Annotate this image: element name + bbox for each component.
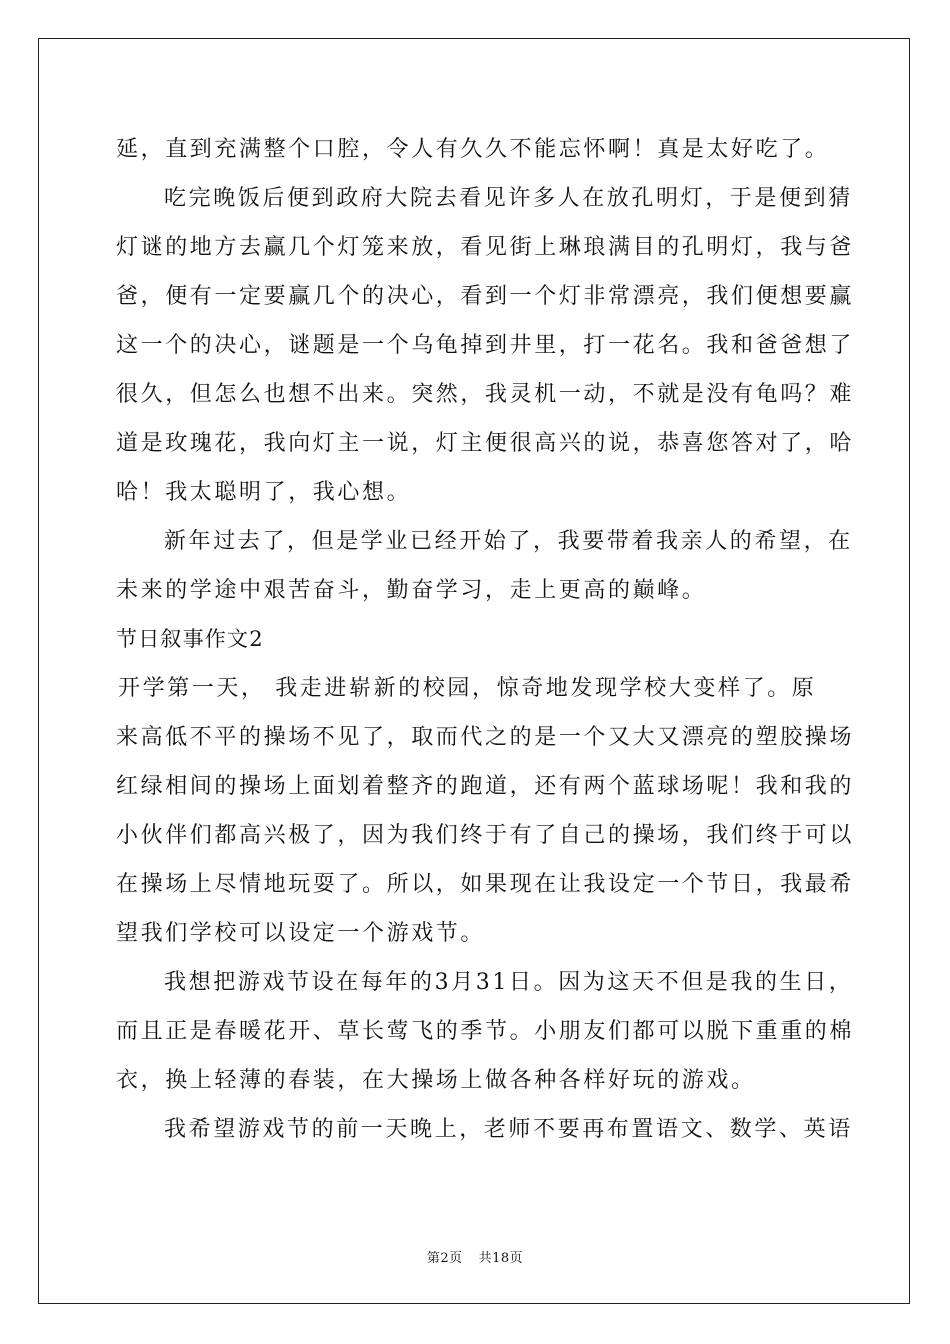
text-line: 未来的学途中艰苦奋斗，勤奋学习，走上更高的巅峰。 — [116, 578, 707, 603]
text-line: 我想把游戏节设在每年的3月31日。因为这天不但是我的生日， — [164, 970, 854, 995]
section-heading: 节日叙事作文2 — [116, 627, 264, 651]
text-line: 吃完晚饭后便到政府大院去看见许多人在放孔明灯，于是便到猜 — [164, 186, 853, 211]
text-line: 开学第一天， 我走进崭新的校园，惊奇地发现学校大变样了。原 — [118, 676, 817, 701]
page-number: 第2页 — [426, 1251, 463, 1266]
text-line: 我希望游戏节的前一天晚上，老师不要再布置语文、数学、英语 — [164, 1117, 853, 1142]
document-body — [116, 125, 855, 1154]
text-line: 衣，换上轻薄的春装，在大操场上做各种各样好玩的游戏。 — [116, 1068, 756, 1093]
text-line: 而且正是春暖花开、草长莺飞的季节。小朋友们都可以脱下重重的棉 — [116, 1019, 855, 1044]
text-line: 来高低不平的操场不见了，取而代之的是一个又大又漂亮的塑胶操场 — [116, 725, 855, 750]
text-line: 很久，但怎么也想不出来。突然，我灵机一动，不就是没有龟吗？难 — [116, 382, 855, 407]
text-line: 小伙伴们都高兴极了，因为我们终于有了自己的操场，我们终于可以 — [116, 823, 855, 848]
text-line: 延，直到充满整个口腔，令人有久久不能忘怀啊！真是太好吃了。 — [116, 137, 830, 162]
page-footer — [0, 1247, 950, 1266]
text-line: 红绿相间的操场上面划着整齐的跑道，还有两个蓝球场呢！我和我的 — [116, 774, 855, 799]
text-line: 道是玫瑰花，我向灯主一说，灯主便很高兴的说，恭喜您答对了，哈 — [116, 431, 855, 456]
text-line: 灯谜的地方去赢几个灯笼来放，看见街上琳琅满目的孔明灯，我与爸 — [116, 235, 855, 260]
text-line: 在操场上尽情地玩耍了。所以，如果现在让我设定一个节日，我最希 — [116, 872, 855, 897]
text-line: 哈！我太聪明了，我心想。 — [116, 480, 412, 505]
text-line: 望我们学校可以设定一个游戏节。 — [116, 921, 486, 946]
text-line: 新年过去了，但是学业已经开始了，我要带着我亲人的希望，在 — [164, 529, 853, 554]
page-total: 共18页 — [478, 1251, 524, 1266]
text-line: 这一个的决心，谜题是一个乌龟掉到井里，打一花名。我和爸爸想了 — [116, 333, 855, 358]
text-line: 爸，便有一定要赢几个的决心，看到一个灯非常漂亮，我们便想要赢 — [116, 284, 855, 309]
